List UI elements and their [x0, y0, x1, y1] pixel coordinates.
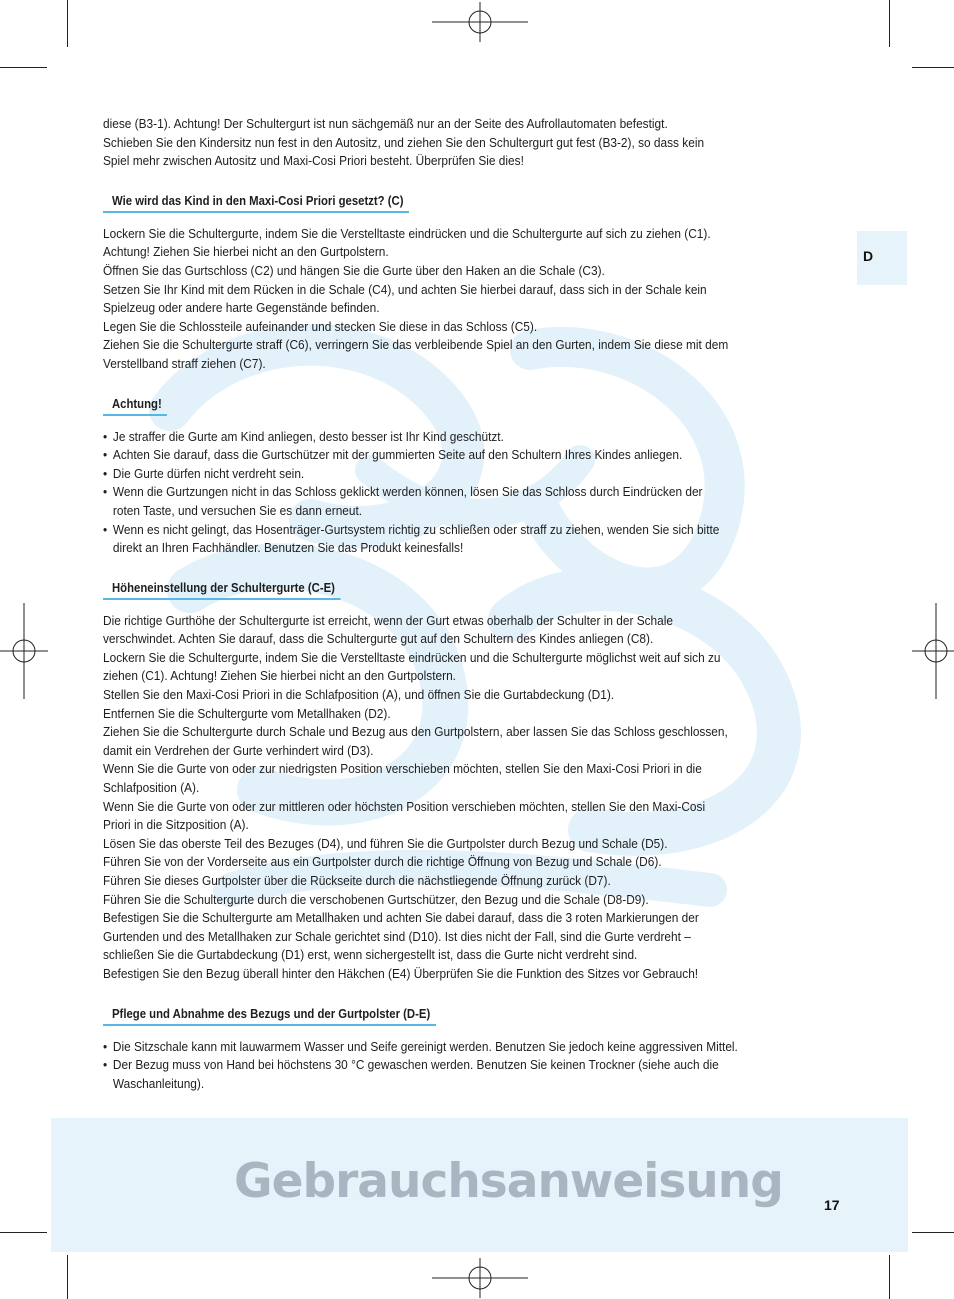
bullet-item	[103, 1056, 774, 1093]
text-line: Führen Sie von der Vorderseite aus ein Gurtpolster durch die richtige Öffnung von Bezug und Schale (D6).	[103, 854, 662, 870]
text-line: damit ein Verdrehen der Gurte verhindert wird (D3).	[103, 742, 374, 758]
text-line: • Achten Sie darauf, dass die Gurtschützer mit der gummierten Seite auf den Schultern Ihres Kindes anliegen.	[112, 447, 683, 463]
crop-mark	[67, 1255, 68, 1299]
crop-mark	[67, 0, 68, 47]
text-line: • Je straffer die Gurte am Kind anliegen, desto besser ist Ihr Kind geschützt.	[112, 428, 504, 444]
text-line: direkt an Ihren Fachhändler. Benutzen Sie das Produkt keinesfalls!	[112, 540, 464, 556]
achtung-bullet-list	[103, 428, 774, 558]
crop-mark	[912, 1232, 954, 1233]
registration-mark-top	[432, 2, 528, 42]
text-line: Setzen Sie Ihr Kind mit dem Rücken in die Schale (C4), und achten Sie hierbei darauf, dass sich in der Schale kein	[103, 281, 707, 297]
crop-mark	[889, 1255, 890, 1299]
footer-title: Gebrauchsanweisung	[234, 1154, 783, 1209]
pflege-bullet-list	[103, 1038, 774, 1094]
text-line: Befestigen Sie den Bezug überall hinter den Häkchen (E4) Überprüfen Sie die Funktion des Sitzes vor Gebrauch!	[103, 965, 699, 981]
text-line: schließen Sie die Gurtabdeckung (D1) erst, wenn sichergestellt ist, dass die Gurte nicht verdreht sind.	[103, 947, 638, 963]
bullet-item	[103, 465, 774, 484]
text-line: Wenn Sie die Gurte von oder zur niedrigsten Position verschieben möchten, stellen Sie den Maxi-Cosi Priori in die	[103, 761, 702, 777]
text-line: Schieben Sie den Kindersitz nun fest in den Autositz, und ziehen Sie den Schultergurt gut fest (B3-2), so dass kein	[103, 134, 705, 150]
section-heading-achtung: Achtung!	[103, 396, 167, 416]
bullet-item	[103, 428, 774, 447]
text-line: Legen Sie die Schlossteile aufeinander und stecken Sie diese in das Schloss (C5).	[103, 318, 538, 334]
text-line: • Wenn es nicht gelingt, das Hosenträger-Gurtsystem richtig zu schließen oder straff zu ziehen, wenden Sie sich bitte	[112, 521, 720, 537]
crop-mark	[0, 67, 47, 68]
text-line: verschwindet. Achten Sie darauf, dass die Schultergurte gut auf den Schultern des Kindes anliegen (C8).	[103, 631, 654, 647]
text-line: Achtung! Ziehen Sie hierbei nicht an den Gurtpolstern.	[103, 244, 389, 260]
text-line: Entfernen Sie die Schultergurte vom Metallhaken (D2).	[103, 705, 391, 721]
bullet-item	[103, 521, 774, 558]
page-number: 17	[824, 1197, 840, 1213]
text-line: Lösen Sie das oberste Teil des Bezuges (D4), und führen Sie die Gurtpolster durch Bezug und Schale (D5).	[103, 835, 668, 851]
section-heading-pflege: Pflege und Abnahme des Bezugs und der Gurtpolster (D-E)	[103, 1006, 436, 1026]
section-heading-c: Wie wird das Kind in den Maxi-Cosi Priori gesetzt? (C)	[103, 193, 409, 213]
text-line: Führen Sie dieses Gurtpolster über die Rückseite durch die nächstliegende Öffnung zurück (D7).	[103, 873, 611, 888]
text-line: Ziehen Sie die Schultergurte straff (C6), verringern Sie das verbleibende Spiel an den Gurten, indem Sie diese mit dem	[103, 337, 729, 353]
crop-mark	[0, 1232, 47, 1233]
text-line: Stellen Sie den Maxi-Cosi Priori in die Schlafposition (A), und öffnen Sie die Gurtabdeckung (D1).	[103, 687, 615, 703]
crop-mark	[889, 0, 890, 47]
bullet-item	[103, 446, 774, 465]
text-line: Waschanleitung).	[112, 1075, 205, 1091]
text-line: Führen Sie die Schultergurte durch die verschobenen Gurtschützer, den Bezug und die Schale (D8-D9).	[103, 891, 649, 907]
text-line: Spielzeug oder andere harte Gegenstände befinden.	[103, 300, 380, 316]
text-line: Öffnen Sie das Gurtschloss (C2) und hängen Sie die Gurte über den Haken an die Schale (C3).	[103, 262, 605, 278]
document-body	[103, 115, 774, 1114]
section-hoehe-paragraph	[103, 612, 774, 984]
language-tab	[857, 231, 907, 285]
text-line: Gurtenden und des Metallhaken zur Schale gerichtet sind (D10). Ist dies nicht der Fall, sind die Gurte verdreht –	[103, 928, 691, 944]
section-heading-hoehe: Höheneinstellung der Schultergurte (C-E)	[103, 580, 340, 600]
text-line: Verstellband straff ziehen (C7).	[103, 355, 266, 371]
text-line: Priori in die Sitzposition (A).	[103, 817, 249, 833]
text-line: diese (B3-1). Achtung! Der Schultergurt ist nun sächgemäß nur an der Seite des Aufrollautomaten befestigt.	[103, 116, 668, 131]
text-line: Ziehen Sie die Schultergurte durch Schale und Bezug aus den Gurtpolstern, aber lassen Sie das Schloss geschlossen,	[103, 724, 728, 740]
registration-mark-bottom	[432, 1258, 528, 1298]
text-line: Befestigen Sie die Schultergurte am Metallhaken und achten Sie dabei darauf, dass die 3 roten Markierungen der	[103, 910, 699, 926]
crop-mark	[912, 67, 954, 68]
text-line: • Wenn die Gurtzungen nicht in das Schloss geklickt werden können, lösen Sie das Schloss durch Eindrücken der	[112, 484, 703, 500]
text-line: Wenn Sie die Gurte von oder zur mittleren oder höchsten Position verschieben möchten, stellen Sie den Maxi-Cosi	[103, 798, 706, 814]
text-line: roten Taste, und versuchen Sie es dann erneut.	[112, 502, 363, 518]
intro-paragraph	[103, 115, 774, 171]
bullet-item	[103, 1038, 774, 1057]
text-line: • Die Sitzschale kann mit lauwarmem Wasser und Seife gereinigt werden. Benutzen Sie jedoch keine aggressiven Mittel.	[112, 1038, 738, 1054]
bullet-item	[103, 483, 774, 520]
section-c-paragraph	[103, 225, 774, 374]
text-line: • Die Gurte dürfen nicht verdreht sein.	[112, 465, 305, 481]
text-line: Lockern Sie die Schultergurte, indem Sie die Verstelltaste eindrücken und die Schultergurte möglichst weit auf sich zu	[103, 649, 721, 665]
text-line: Die richtige Gurthöhe der Schultergurte ist erreicht, wenn der Gurt etwas oberhalb der Schulter in der Schale	[103, 612, 673, 628]
text-line: • Der Bezug muss von Hand bei höchstens 30 °C gewaschen werden. Benutzen Sie keinen Trockner (siehe auch die	[112, 1057, 719, 1073]
language-tab-label: D	[863, 248, 874, 264]
footer-panel	[51, 1118, 908, 1252]
text-line: Schlafposition (A).	[103, 780, 200, 796]
registration-mark-right	[912, 603, 954, 699]
text-line: Spiel mehr zwischen Autositz und Maxi-Cosi Priori besteht. Überprüfen Sie dies!	[103, 153, 524, 169]
text-line: ziehen (C1). Achtung! Ziehen Sie hierbei nicht an den Gurtpolstern.	[103, 668, 456, 684]
text-line: Lockern Sie die Schultergurte, indem Sie die Verstelltaste eindrücken und die Schultergurte auf sich zu ziehen (C1).	[103, 225, 711, 241]
registration-mark-left	[0, 603, 48, 699]
